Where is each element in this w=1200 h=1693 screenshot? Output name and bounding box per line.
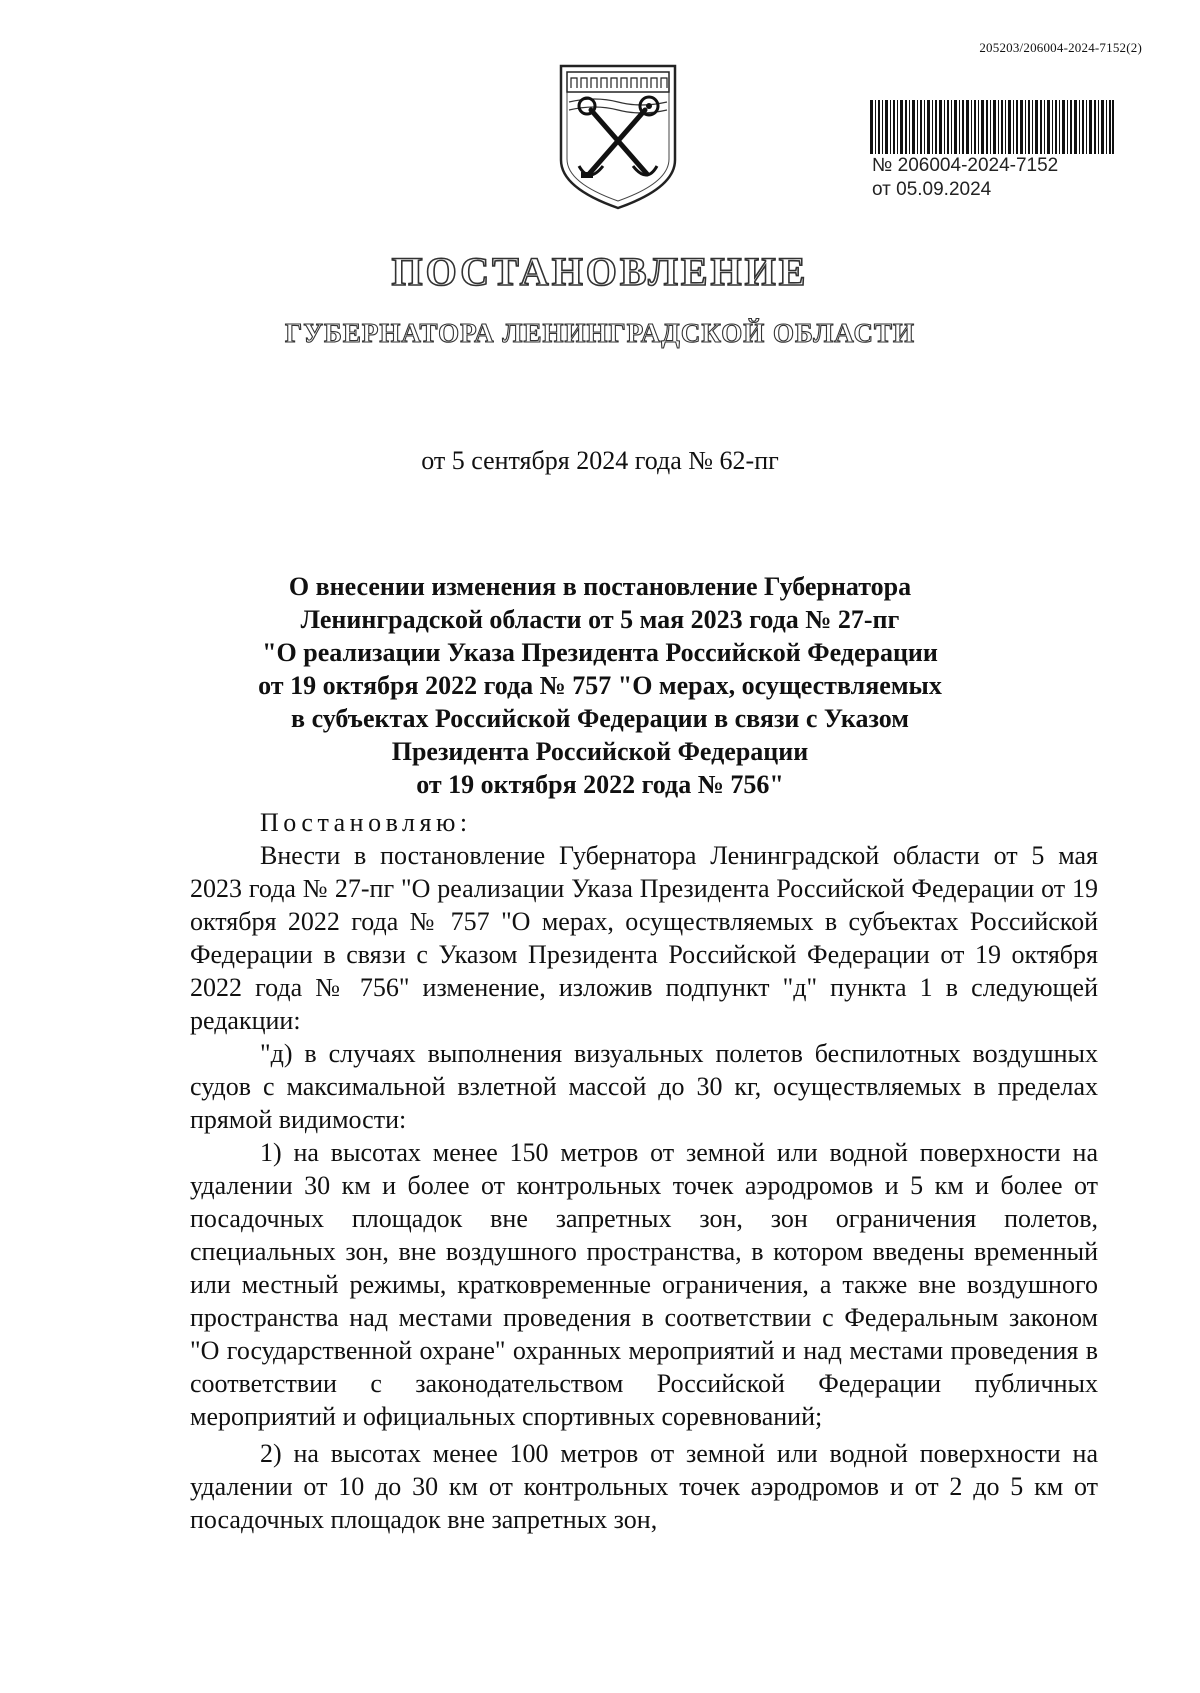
- barcode-number: № 206004-2024-7152: [872, 155, 1059, 176]
- document-title-line: "О реализации Указа Президента Российской Федерации: [262, 638, 938, 667]
- registration-code: 205203/206004-2024-7152(2): [979, 40, 1142, 55]
- document-title-line: Ленинградской области от 5 мая 2023 года № 27-пг: [300, 605, 900, 634]
- leningrad-oblast-coat-of-arms-icon: [555, 62, 681, 212]
- document-body: [190, 806, 1098, 1536]
- barcode-caption: [872, 154, 1058, 202]
- document-title-line: от 19 октября 2022 года № 757 "О мерах, осуществляемых: [258, 671, 942, 700]
- body-paragraph: 1) на высотах менее 150 метров от земной или водной поверхности на удалении 30 км и более от контрольных точек аэродромов и 5 км и более от посадочных площадок вне запретных зон, зон ограничения полетов, специальных зон, вне воздушного пространства, в котором введены временный или местный режимы, кратковременные ограничения, а также вне воздушного пространства над местами проведения в соответствии с Федеральным законом "О государственной охране" охранных мероприятий и над местами проведения в соответствии с законодательством Российской Федерации публичных мероприятий и официальных спортивных соревнований;: [190, 1138, 1098, 1431]
- document-title-line: от 19 октября 2022 года № 756": [416, 770, 784, 799]
- document-title-line: О внесении изменения в постановление Губернатора: [288, 572, 912, 601]
- resolve-line: Постановляю:: [260, 808, 472, 837]
- document-type-heading: ПОСТАНОВЛЕНИЕ: [391, 249, 809, 294]
- document-title: [200, 570, 1000, 801]
- barcode-icon: [870, 100, 1114, 154]
- document-issuer-heading: ГУБЕРНАТОРА ЛЕНИНГРАДСКОЙ ОБЛАСТИ: [285, 318, 915, 348]
- body-paragraph: Внести в постановление Губернатора Ленинградской области от 5 мая 2023 года № 27-пг "О реализации Указа Президента Российской Федерации от 19 октября 2022 года № 757 "О мерах, осуществляемых в субъектах Российской Федерации в связи с Указом Президента Российской Федерации от 19 октября 2022 года № 756" изменение, изложив подпункт "д" пункта 1 в следующей редакции:: [190, 841, 1098, 1035]
- document-title-line: в субъектах Российской Федерации в связи с Указом: [291, 704, 909, 733]
- barcode-date: от 05.09.2024: [872, 179, 992, 200]
- document-title-line: Президента Российской Федерации: [391, 737, 809, 766]
- document-date-number: от 5 сентября 2024 года № 62-пг: [421, 446, 779, 475]
- body-paragraph: 2) на высотах менее 100 метров от земной или водной поверхности на удалении от 10 до 30 км от контрольных точек аэродромов и от 2 до 5 км от посадочных площадок вне запретных зон,: [190, 1439, 1098, 1534]
- body-paragraph: "д) в случаях выполнения визуальных полетов беспилотных воздушных судов с максимальной взлетной массой до 30 кг, осуществляемых в пределах прямой видимости:: [190, 1039, 1098, 1134]
